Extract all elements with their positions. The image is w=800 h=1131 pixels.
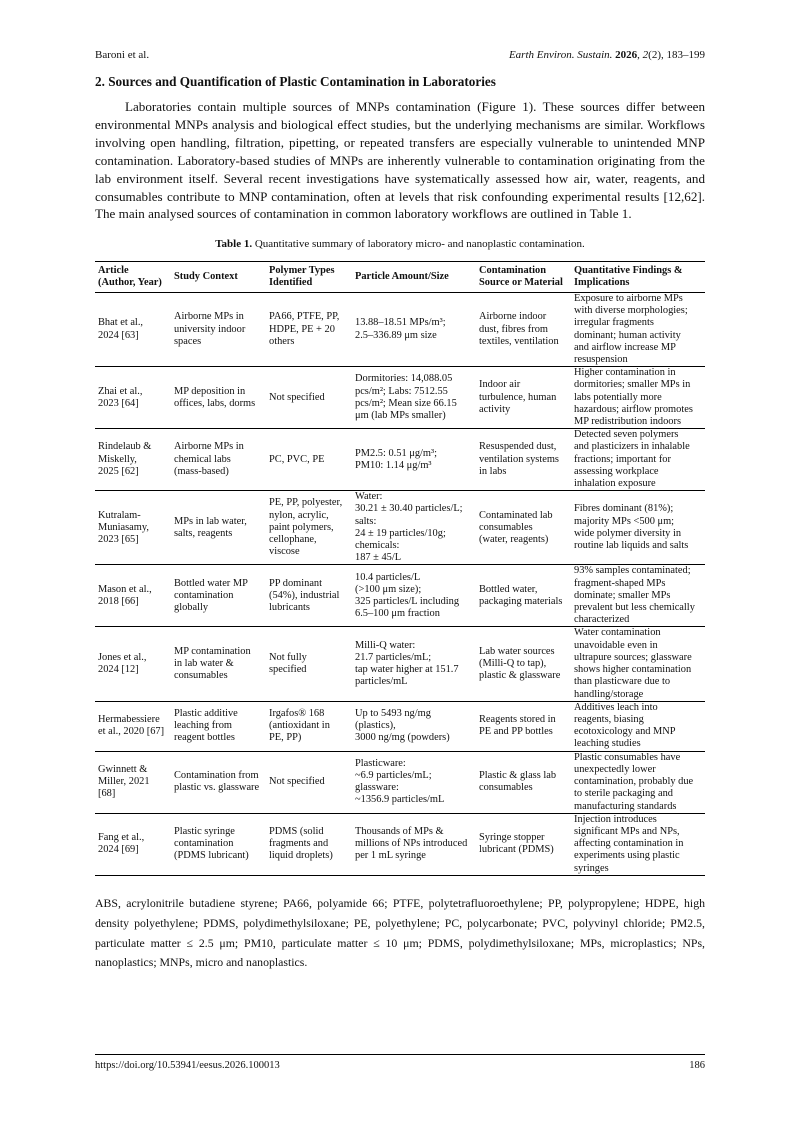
- table-cell-line: Not specified: [269, 776, 325, 788]
- table-cell-line: PP dominant: [269, 577, 323, 589]
- table-cell: [571, 701, 705, 751]
- table-cell-line: contamination: [174, 838, 234, 850]
- table-cell: [352, 565, 476, 627]
- table-cell-line: et al., 2020 [67]: [98, 726, 165, 738]
- table-cell-line: and airflow increase MP: [574, 341, 676, 353]
- column-header-line: Implications: [574, 277, 630, 288]
- journal-name: Earth Environ. Sustain.: [508, 49, 613, 61]
- table-cell-line: to sterile packaging and: [574, 788, 673, 800]
- column-header: [571, 262, 705, 293]
- table-cell-line: Milli-Q water:: [355, 639, 416, 651]
- table-cell-line: syringes: [574, 862, 609, 874]
- table-cell-line: dominate; smaller MPs: [574, 589, 671, 601]
- table-cell-line: resuspension: [574, 354, 628, 366]
- table-cell-line: (PDMS lubricant): [174, 850, 249, 862]
- table-cell-line: Resuspended dust,: [479, 441, 557, 453]
- table-cell-line: contamination: [174, 589, 234, 601]
- table-cell: [266, 367, 352, 429]
- table-cell-line: textiles, ventilation: [479, 335, 559, 347]
- table-cell-line: MP deposition in: [174, 385, 246, 397]
- column-header-line: Identified: [269, 277, 313, 288]
- table-cell: [571, 627, 705, 701]
- table-cell-line: 13.88–18.51 MPs/m³;: [355, 317, 446, 329]
- footer-divider: [95, 1054, 705, 1055]
- table-cell-line: PE, PP, polyester,: [269, 497, 343, 509]
- table-cell-line: salts:: [355, 515, 377, 527]
- paragraph-line: involving open handling, filtration, pipetting, or repeated transfers are especially vulnerable to unintended MNP: [95, 134, 705, 150]
- table-cell-line: specified: [269, 664, 307, 676]
- table-cell-line: assessing workplace: [574, 465, 659, 477]
- table-cell-line: manufacturing standards: [574, 800, 677, 812]
- table-cell-line: experiments using plastic: [574, 850, 680, 862]
- column-header-line: (Author, Year): [98, 277, 162, 288]
- table-cell: [171, 429, 266, 491]
- section-heading: 2. Sources and Quantification of Plastic Contamination in Laboratories: [95, 74, 496, 89]
- table-cell-line: Bottled water MP: [174, 577, 248, 589]
- table-cell-line: PDMS (solid: [269, 825, 324, 837]
- table-cell-line: Syringe stopper: [479, 832, 545, 844]
- paragraph-line: consumables contribute to MNP contamination, often at levels that risk confounding experimental results [12,62].: [95, 188, 705, 204]
- table-cell-line: Detected seven polymers: [574, 429, 679, 441]
- column-header-line: Quantitative Findings &: [574, 264, 683, 276]
- table-cell: [95, 627, 171, 701]
- table-cell-line: fragment-shaped MPs: [574, 577, 666, 589]
- table-cell-line: MP contamination: [174, 645, 251, 657]
- table-cell-line: Plastic consumables have: [574, 751, 681, 763]
- column-header: [476, 262, 571, 293]
- table-cell: [352, 627, 476, 701]
- table-cell: [95, 813, 171, 875]
- table-cell-line: Contaminated lab: [479, 509, 553, 521]
- table-cell-line: Plastic syringe: [174, 825, 235, 837]
- table-cell: [95, 367, 171, 429]
- table-cell-line: Contamination from: [174, 770, 259, 781]
- table-cell-line: 187 ± 45/L: [355, 552, 402, 564]
- table-cell-line: reagents, biasing: [574, 714, 644, 725]
- table-cell-line: Plasticware:: [355, 757, 406, 769]
- table-cell-line: Lab water sources: [479, 645, 555, 657]
- column-header: [266, 262, 352, 293]
- table-cell-line: Fang et al.,: [98, 832, 145, 844]
- table-cell-line: contamination, probably due: [574, 776, 694, 788]
- table-cell-line: characterized: [574, 614, 630, 626]
- table-cell-line: PE, PP): [269, 732, 302, 744]
- table-cell-line: PM2.5: 0.51 μg/m³;: [355, 447, 438, 459]
- table-cell-line: majority MPs <500 μm;: [574, 515, 675, 527]
- table-cell-line: with diverse morphologies;: [574, 305, 688, 317]
- journal-year: 2026: [615, 49, 638, 61]
- paragraph-line: contamination. Laboratory-based studies of MNPs are inherently vulnerable to contamination originating from the: [95, 152, 705, 168]
- table-footnote: [95, 894, 705, 973]
- table-cell-line: paint polymers,: [269, 521, 334, 533]
- table-row: [95, 367, 705, 429]
- table-cell-line: Kutralam-: [98, 509, 141, 521]
- table-cell: [266, 751, 352, 813]
- paragraph-line: lab environment itself. Several recent investigations have systematically assessed how air, water, reagents, and: [95, 170, 705, 186]
- table-cell: [571, 491, 705, 565]
- table-cell-line: pcs/m²; Mean size 66.15: [355, 397, 457, 409]
- table-cell-line: Additives leach into: [574, 701, 658, 713]
- table-cell-line: 30.21 ± 30.40 particles/L;: [355, 503, 463, 515]
- table-row: [95, 701, 705, 751]
- table-cell-line: (water, reagents): [479, 533, 549, 545]
- table-cell-line: (>100 μm size);: [355, 583, 422, 595]
- table-cell-line: (antioxidant in: [269, 720, 330, 732]
- table-cell-line: activity: [479, 403, 511, 415]
- table-cell-line: routine lab liquids and salts: [574, 540, 689, 552]
- table-cell: [476, 429, 571, 491]
- column-header-line: Particle Amount/Size: [355, 270, 449, 282]
- table-cell-line: 2023 [64]: [98, 397, 139, 409]
- table-cell-line: cellophane,: [269, 533, 317, 545]
- table-cell-line: Reagents stored in: [479, 714, 556, 725]
- table-cell-line: significant MPs and NPs,: [574, 825, 680, 837]
- table-row: [95, 293, 705, 367]
- table-cell-line: 2018 [66]: [98, 595, 139, 607]
- table-cell-line: 6.5–100 μm fraction: [355, 608, 440, 620]
- paragraph-line: environmental MNPs analysis and biological effect studies, but the underlying mechanisms are similar. Workflows: [95, 116, 705, 132]
- table-cell: [476, 701, 571, 751]
- table-cell-line: millions of NPs introduced: [355, 838, 468, 850]
- table-cell-line: than plasticware due to: [574, 676, 671, 688]
- table-cell-line: consumables: [174, 670, 228, 682]
- paragraph-line: The main analysed sources of contamination in common laboratory workflows are outlined in Table 1.: [95, 206, 632, 222]
- paragraph-line: Laboratories contain multiple sources of MNPs contamination (Figure 1). These sources differ between: [125, 99, 705, 114]
- table-cell: [95, 751, 171, 813]
- table-cell-line: salts, reagents: [174, 527, 233, 539]
- running-header-citation: Earth Environ. Sustain. 2026, 2(2), 183–199: [508, 49, 705, 61]
- table-cell-line: spaces: [174, 335, 202, 347]
- table-cell-line: 2024 [69]: [98, 844, 139, 856]
- table-cell-line: MPs in lab water,: [174, 515, 247, 527]
- table-cell: [571, 751, 705, 813]
- table-cell-line: Airborne MPs in: [174, 311, 244, 323]
- table-cell-line: chemicals:: [355, 540, 400, 552]
- table-cell-line: affecting contamination in: [574, 838, 684, 850]
- table-cell-line: (Milli-Q to tap),: [479, 657, 547, 669]
- table-cell: [352, 367, 476, 429]
- table-cell: [476, 367, 571, 429]
- table-cell: [352, 293, 476, 367]
- table-cell: [476, 813, 571, 875]
- table-cell: [171, 813, 266, 875]
- table-cell-line: ecotoxicology and MNP: [574, 726, 676, 738]
- table-cell-line: Higher contamination in: [574, 367, 676, 379]
- table-cell-line: chemical labs: [174, 453, 231, 465]
- table-cell-line: Airborne MPs in: [174, 441, 244, 453]
- column-header-line: Study Context: [174, 270, 238, 282]
- table-cell-line: in lab water &: [174, 657, 234, 669]
- table-cell-line: reagent bottles: [174, 732, 235, 744]
- table-cell-line: and plasticizers in inhalable: [574, 441, 690, 453]
- table-cell-line: unexpectedly lower: [574, 763, 656, 775]
- table-cell: [571, 367, 705, 429]
- table-cell-line: Thousands of MPs &: [355, 825, 444, 837]
- table-cell-line: Exposure to airborne MPs: [574, 293, 683, 304]
- table-cell: [571, 813, 705, 875]
- table-cell-line: university indoor: [174, 323, 246, 335]
- table-cell-line: Mason et al.,: [98, 583, 152, 595]
- table-cell: [171, 367, 266, 429]
- table-cell-line: HDPE, PE + 20: [269, 323, 335, 335]
- table-cell-line: handling/storage: [574, 688, 644, 700]
- table-cell-line: 2025 [62]: [98, 465, 139, 477]
- table-cell: [266, 491, 352, 565]
- table-cell: [95, 491, 171, 565]
- table-cell-line: Dormitories: 14,088.05: [355, 373, 453, 385]
- table-cell: [171, 293, 266, 367]
- table-cell-line: MP redistribution indoors: [574, 416, 681, 428]
- table-cell-line: tap water higher at 151.7: [355, 664, 459, 676]
- table-cell-line: 325 particles/L including: [355, 595, 460, 607]
- table-cell-line: Miskelly,: [98, 453, 137, 465]
- table-cell-line: Gwinnett &: [98, 763, 148, 775]
- table-cell-line: viscose: [269, 546, 300, 558]
- table-cell: [266, 293, 352, 367]
- table-cell-line: Not specified: [269, 391, 325, 403]
- column-header: [171, 262, 266, 293]
- table-row: [95, 627, 705, 701]
- table-cell-line: particles/mL: [355, 676, 408, 688]
- table-cell-line: 2024 [12]: [98, 664, 139, 676]
- table-cell-line: Plastic & glass lab: [479, 770, 557, 781]
- table-cell-line: lubricants: [269, 602, 310, 614]
- table-cell-line: wide polymer diversity in: [574, 527, 682, 539]
- table-cell: [476, 491, 571, 565]
- table-cell-line: globally: [174, 602, 209, 614]
- table-cell-line: Injection introduces: [574, 813, 657, 825]
- table-cell-line: PA66, PTFE, PP,: [269, 311, 340, 323]
- table-cell-line: lubricant (PDMS): [479, 844, 554, 856]
- table-cell-line: dust, fibres from: [479, 323, 548, 335]
- table-cell-line: Rindelaub &: [98, 441, 152, 453]
- table-row: [95, 565, 705, 627]
- table-cell-line: PE and PP bottles: [479, 726, 553, 738]
- table-cell-line: hazardous; airflow promotes: [574, 403, 693, 415]
- table-cell-line: μm (lab MPs smaller): [355, 409, 446, 421]
- table-cell-line: consumables: [479, 782, 533, 794]
- table-cell-line: 2.5–336.89 μm size: [355, 329, 437, 341]
- table-cell-line: others: [269, 335, 295, 347]
- table-row: [95, 813, 705, 875]
- table-cell-line: 24 ± 19 particles/10g;: [355, 527, 446, 539]
- table-cell: [266, 429, 352, 491]
- table-cell-line: Airborne indoor: [479, 311, 547, 323]
- table-cell-line: dominant; human activity: [574, 329, 681, 341]
- table-cell: [266, 627, 352, 701]
- table-cell: [95, 565, 171, 627]
- table-caption-text: Quantitative summary of laboratory micro- and nanoplastic contamination.: [252, 238, 585, 250]
- table-cell-line: PM10: 1.14 μg/m³: [355, 459, 432, 471]
- table-cell-line: fractions; important for: [574, 453, 671, 465]
- table-cell-line: liquid droplets): [269, 850, 333, 862]
- table-cell-line: Indoor air: [479, 379, 521, 391]
- table-cell-line: ~6.9 particles/mL;: [355, 770, 432, 781]
- table-cell-line: plastic vs. glassware: [174, 782, 260, 794]
- column-header-line: Article: [98, 264, 129, 276]
- table-cell-line: in labs: [479, 465, 507, 477]
- body-paragraph: [95, 98, 705, 223]
- table-cell: [476, 751, 571, 813]
- table-cell: [171, 701, 266, 751]
- table-cell: [476, 293, 571, 367]
- table-cell: [571, 429, 705, 491]
- table-caption: [0, 238, 800, 250]
- table-cell-line: labs potentially more: [574, 391, 662, 403]
- table-cell-line: Water contamination: [574, 627, 661, 639]
- table-cell-line: (mass-based): [174, 465, 229, 477]
- journal-issue-pages: (2), 183–199: [648, 49, 705, 61]
- table-header-row: [95, 262, 705, 293]
- table-cell-line: turbulence, human: [479, 391, 557, 403]
- table-cell: [266, 565, 352, 627]
- table-cell-line: dormitories; smaller MPs in: [574, 379, 691, 391]
- table-cell-line: 2023 [65]: [98, 533, 139, 545]
- table-row: [95, 491, 705, 565]
- table-cell-line: 2024 [63]: [98, 329, 139, 341]
- table-cell-line: leaching studies: [574, 738, 641, 750]
- footnote-line: ABS, acrylonitrile butadiene styrene; PA66, polyamide 66; PTFE, polytetrafluoroethylene; PP, polypropylene; HDPE, high: [95, 896, 705, 910]
- table-cell: [476, 627, 571, 701]
- table-cell-line: glassware:: [355, 782, 399, 794]
- table-cell-line: Muniasamy,: [98, 521, 149, 533]
- table-cell-line: ultrapure sources; glassware: [574, 651, 692, 663]
- column-header-line: Contamination: [479, 264, 546, 276]
- table-cell: [352, 491, 476, 565]
- table-cell-line: 93% samples contaminated;: [574, 565, 691, 577]
- table-cell-line: Fibres dominant (81%);: [574, 503, 674, 515]
- table-cell-line: 10.4 particles/L: [355, 571, 421, 583]
- table-row: [95, 429, 705, 491]
- table-cell: [476, 565, 571, 627]
- table-cell-line: packaging materials: [479, 595, 563, 607]
- table-cell: [352, 701, 476, 751]
- footer-page-number: 186: [689, 1060, 705, 1071]
- running-header-author: Baroni et al.: [95, 49, 150, 61]
- table-cell-line: nylon, acrylic,: [269, 509, 329, 521]
- table-cell-line: unavoidable even in: [574, 639, 658, 651]
- table-cell-line: pcs/m²; Labs: 7512.55: [355, 385, 448, 397]
- table-cell: [571, 293, 705, 367]
- table-cell-line: Miller, 2021: [98, 776, 150, 788]
- table-cell-line: (54%), industrial: [269, 589, 340, 601]
- table-cell-line: offices, labs, dorms: [174, 397, 256, 409]
- table-cell: [266, 813, 352, 875]
- footnote-line: density polyethylene; PDMS, polydimethylsiloxane; PE, polyethylene; PC, polycarbonate; PVC, polyvinyl chloride; PM2.5,: [95, 915, 705, 930]
- table-body: [95, 293, 705, 876]
- table-cell: [352, 751, 476, 813]
- table-cell-line: ventilation systems: [479, 453, 559, 465]
- footer-doi: https://doi.org/10.53941/eesus.2026.100013: [95, 1060, 280, 1071]
- footnote-line: nanoplastics; MNPs, micro and nanoplastics.: [95, 955, 308, 970]
- table-cell-line: consumables: [479, 521, 533, 533]
- table-cell-line: fragments and: [269, 838, 329, 850]
- table-cell-line: 21.7 particles/mL;: [355, 651, 432, 663]
- column-header-line: Source or Material: [479, 277, 563, 288]
- table-cell: [171, 627, 266, 701]
- table-cell: [352, 429, 476, 491]
- table-cell: [95, 429, 171, 491]
- table-cell: [266, 701, 352, 751]
- table-cell-line: Plastic additive: [174, 707, 238, 719]
- table-cell-line: [68]: [98, 788, 116, 800]
- table-cell-line: Zhai et al.,: [98, 385, 143, 397]
- table-cell: [352, 813, 476, 875]
- column-header: [352, 262, 476, 293]
- footnote-line: particulate matter ≤ 2.5 μm; PM10, particulate matter ≤ 10 μm; PDMS, polydimethylsiloxane; MPs, microplastics; NPs,: [95, 935, 705, 950]
- table-cell: [171, 565, 266, 627]
- table-cell-line: PC, PVC, PE: [269, 453, 325, 465]
- table-cell-line: prevalent but less chemically: [574, 602, 695, 614]
- table-cell-line: per 1 mL syringe: [355, 850, 426, 862]
- table-cell-line: Irgafos® 168: [269, 707, 325, 719]
- table-cell: [571, 565, 705, 627]
- table-cell: [171, 751, 266, 813]
- table-cell-line: Hermabessiere: [98, 714, 160, 725]
- table-cell-line: 3000 ng/mg (powders): [355, 732, 450, 744]
- table-cell-line: Bottled water,: [479, 583, 538, 595]
- table-cell: [95, 701, 171, 751]
- contamination-table: [95, 261, 705, 876]
- table-row: [95, 751, 705, 813]
- table-cell: [95, 293, 171, 367]
- column-header-line: Polymer Types: [269, 264, 335, 276]
- column-header: [95, 262, 171, 293]
- table-cell-line: plastic & glassware: [479, 670, 561, 682]
- table-cell-line: irregular fragments: [574, 317, 654, 329]
- table-cell-line: Jones et al.,: [98, 651, 147, 663]
- table-cell-line: inhalation exposure: [574, 478, 656, 490]
- table-cell-line: Bhat et al.,: [98, 317, 144, 329]
- table-cell-line: leaching from: [174, 720, 232, 732]
- table-cell-line: Water:: [355, 491, 383, 503]
- table-cell-line: shows higher contamination: [574, 664, 692, 676]
- table-caption-label: Table 1.: [215, 238, 253, 250]
- table-cell-line: Up to 5493 ng/mg (plastics),: [355, 707, 431, 732]
- journal-volume: 2: [642, 49, 649, 61]
- table-cell: [171, 491, 266, 565]
- table-cell-line: Not fully: [269, 651, 307, 663]
- table-cell-line: ~1356.9 particles/mL: [355, 794, 445, 806]
